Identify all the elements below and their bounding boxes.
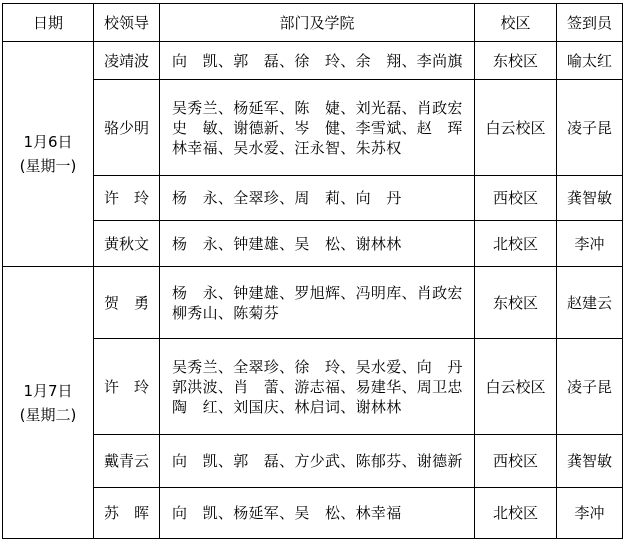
staff-line: 向 凯、郭 磊、方少武、陈郁芬、谢德新	[172, 452, 463, 470]
weekday-label: (星期二)	[19, 405, 77, 424]
signer-cell: 龚智敏	[557, 435, 623, 488]
leader-cell: 骆少明	[94, 80, 160, 176]
table-row	[3, 488, 623, 539]
campus-cell: 东校区	[475, 267, 557, 339]
table-row	[3, 221, 623, 267]
leader-cell: 许 玲	[94, 176, 160, 221]
leader-cell: 贺 勇	[94, 267, 160, 339]
signer-cell: 凌子昆	[557, 339, 623, 435]
table-row	[3, 435, 623, 488]
campus-cell: 白云校区	[475, 339, 557, 435]
leader-cell: 凌靖波	[94, 42, 160, 80]
header-date: 日期	[3, 4, 94, 42]
departments-cell	[160, 80, 475, 176]
signer-cell: 龚智敏	[557, 176, 623, 221]
date-label: 1月6日	[23, 133, 73, 151]
duty-schedule-table	[2, 3, 623, 539]
staff-line: 林幸福、吴水爱、汪永智、朱苏权	[172, 138, 402, 157]
signer-cell: 喻太红	[557, 42, 623, 80]
signer-cell: 赵建云	[557, 267, 623, 339]
leader-cell: 苏 晖	[94, 488, 160, 539]
leader-cell: 黄秋文	[94, 221, 160, 267]
departments-cell	[160, 176, 475, 221]
header-campus: 校区	[475, 4, 557, 42]
staff-line: 向 凯、郭 磊、徐 玲、余 翔、李尚旗	[172, 51, 463, 70]
departments-cell	[160, 267, 475, 339]
header-departments: 部门及学院	[160, 4, 475, 42]
header-signer: 签到员	[557, 4, 623, 42]
date-label: 1月7日	[23, 381, 73, 400]
staff-line: 杨 永、全翠珍、周 莉、向 丹	[172, 189, 402, 207]
header-row	[3, 4, 623, 42]
departments-cell	[160, 339, 475, 435]
campus-cell: 北校区	[475, 221, 557, 267]
weekday-label: (星期一)	[19, 157, 77, 175]
staff-line: 杨 永、钟建雄、吴 松、谢林林	[172, 234, 402, 253]
header-leader: 校领导	[94, 4, 160, 42]
campus-cell: 北校区	[475, 488, 557, 539]
signer-cell: 李冲	[557, 488, 623, 539]
date-cell	[3, 42, 94, 267]
leader-cell: 许 玲	[94, 339, 160, 435]
campus-cell: 东校区	[475, 42, 557, 80]
departments-cell	[160, 221, 475, 267]
departments-cell	[160, 435, 475, 488]
staff-line: 杨 永、钟建雄、罗旭辉、冯明库、肖政宏	[172, 283, 463, 302]
leader-cell: 戴青云	[94, 435, 160, 488]
date-cell	[3, 267, 94, 539]
staff-line: 陶 红、刘国庆、林启词、谢林林	[172, 397, 402, 416]
staff-line: 史 敏、谢德新、岑 健、李雪斌、赵 珲	[172, 118, 463, 137]
campus-cell: 白云校区	[475, 80, 557, 176]
staff-line: 柳秀山、陈菊芬	[172, 303, 280, 322]
campus-cell: 西校区	[475, 435, 557, 488]
campus-cell: 西校区	[475, 176, 557, 221]
table-row	[3, 42, 623, 80]
table-row	[3, 267, 623, 339]
staff-line: 郭洪波、肖 蕾、游志福、易建华、周卫忠	[172, 377, 463, 396]
table-row	[3, 80, 623, 176]
departments-cell	[160, 488, 475, 539]
signer-cell: 凌子昆	[557, 80, 623, 176]
signer-cell: 李冲	[557, 221, 623, 267]
staff-line: 吴秀兰、杨延军、陈 婕、刘光磊、肖政宏	[172, 98, 463, 117]
departments-cell	[160, 42, 475, 80]
staff-line: 向 凯、杨延军、吴 松、林幸福	[172, 504, 402, 522]
table-row	[3, 176, 623, 221]
staff-line: 吴秀兰、全翠珍、徐 玲、吴水爱、向 丹	[172, 357, 463, 376]
table-row	[3, 339, 623, 435]
